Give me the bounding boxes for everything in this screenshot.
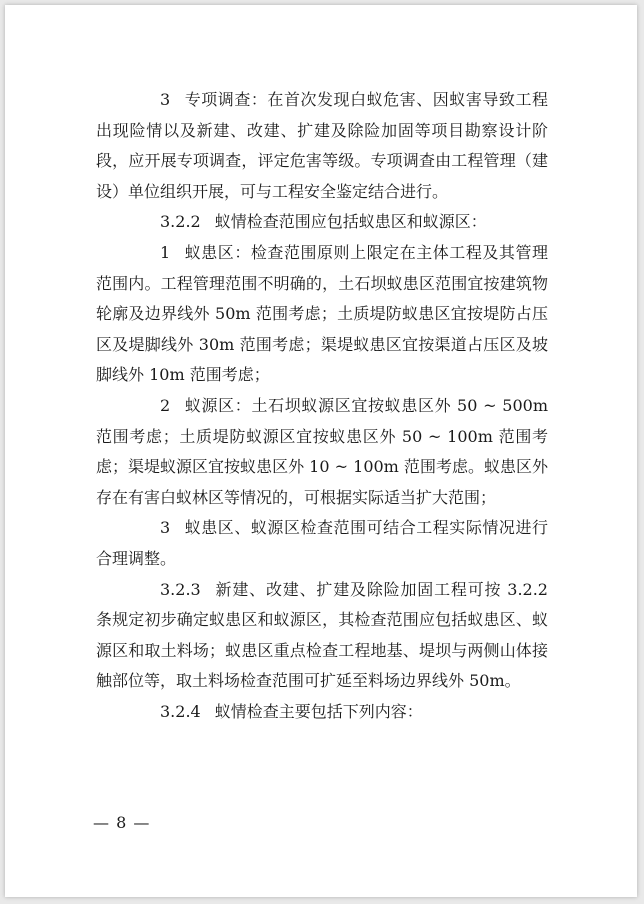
clause-3-2-4 bbox=[96, 697, 548, 728]
paragraph-3-adjustment bbox=[96, 513, 548, 574]
paragraph-1-infested-zone bbox=[96, 238, 548, 391]
clause-number: 3.2.2 bbox=[160, 212, 201, 232]
paragraph-text: 蚁患区：检查范围原则上限定在主体工程及其管理范围内。工程管理范围不明确的，土石坝蚁患区范围宜按建筑物轮廓及边界线外 50m 范围考虑；土质堤防蚁患区宜按堤防占压区及堤脚线外 30m 范围考虑；渠堤蚁患区宜按渠道占压区及坡脚线外 10m 范围考虑； bbox=[96, 242, 548, 385]
clause-number: 3.2.3 bbox=[160, 579, 201, 599]
page-number: — 8 — bbox=[93, 813, 151, 832]
clause-3-2-3 bbox=[96, 575, 548, 697]
item-number: 2 bbox=[160, 395, 171, 415]
paragraph-text: 蚁情检查主要包括下列内容： bbox=[214, 701, 423, 721]
paragraph-text: 新建、改建、扩建及除险加固工程可按 3.2.2 条规定初步确定蚁患区和蚁源区，其检查范围应包括蚁患区、蚁源区和取土料场；蚁患区重点检查工程地基、堤坝与两侧山体接触部位等，取土料场检查范围可扩延至料场边界线外 50m。 bbox=[96, 579, 548, 691]
item-number: 3 bbox=[160, 518, 171, 538]
clause-number: 3.2.4 bbox=[160, 701, 201, 721]
paragraph-text: 蚁源区：土石坝蚁源区宜按蚁患区外 50 ~ 500m 范围考虑；土质堤防蚁源区宜按蚁患区外 50 ~ 100m 范围考虑；渠堤蚁源区宜按蚁患区外 10 ~ 100m 范围考虑。蚁患区外存在有害白蚁林区等情况的，可根据实际适当扩大范围； bbox=[96, 395, 548, 507]
document-page bbox=[5, 5, 637, 897]
paragraph-text: 蚁患区、蚁源区检查范围可结合工程实际情况进行合理调整。 bbox=[96, 518, 548, 568]
clause-3-2-2 bbox=[96, 207, 548, 238]
item-number: 3 bbox=[160, 90, 171, 109]
paragraph-text: 蚁情检查范围应包括蚁患区和蚁源区： bbox=[214, 212, 487, 232]
paragraph-3-special-survey bbox=[96, 85, 548, 207]
paragraph-2-source-zone bbox=[96, 391, 548, 513]
document-body bbox=[96, 85, 548, 727]
item-number: 1 bbox=[160, 242, 171, 262]
paragraph-text: 专项调查：在首次发现白蚁危害、因蚁害导致工程出现险情以及新建、改建、扩建及除险加固等项目勘察设计阶段，应开展专项调查，评定危害等级。专项调查由工程管理（建设）单位组织开展，可与工程安全鉴定结合进行。 bbox=[96, 90, 548, 201]
